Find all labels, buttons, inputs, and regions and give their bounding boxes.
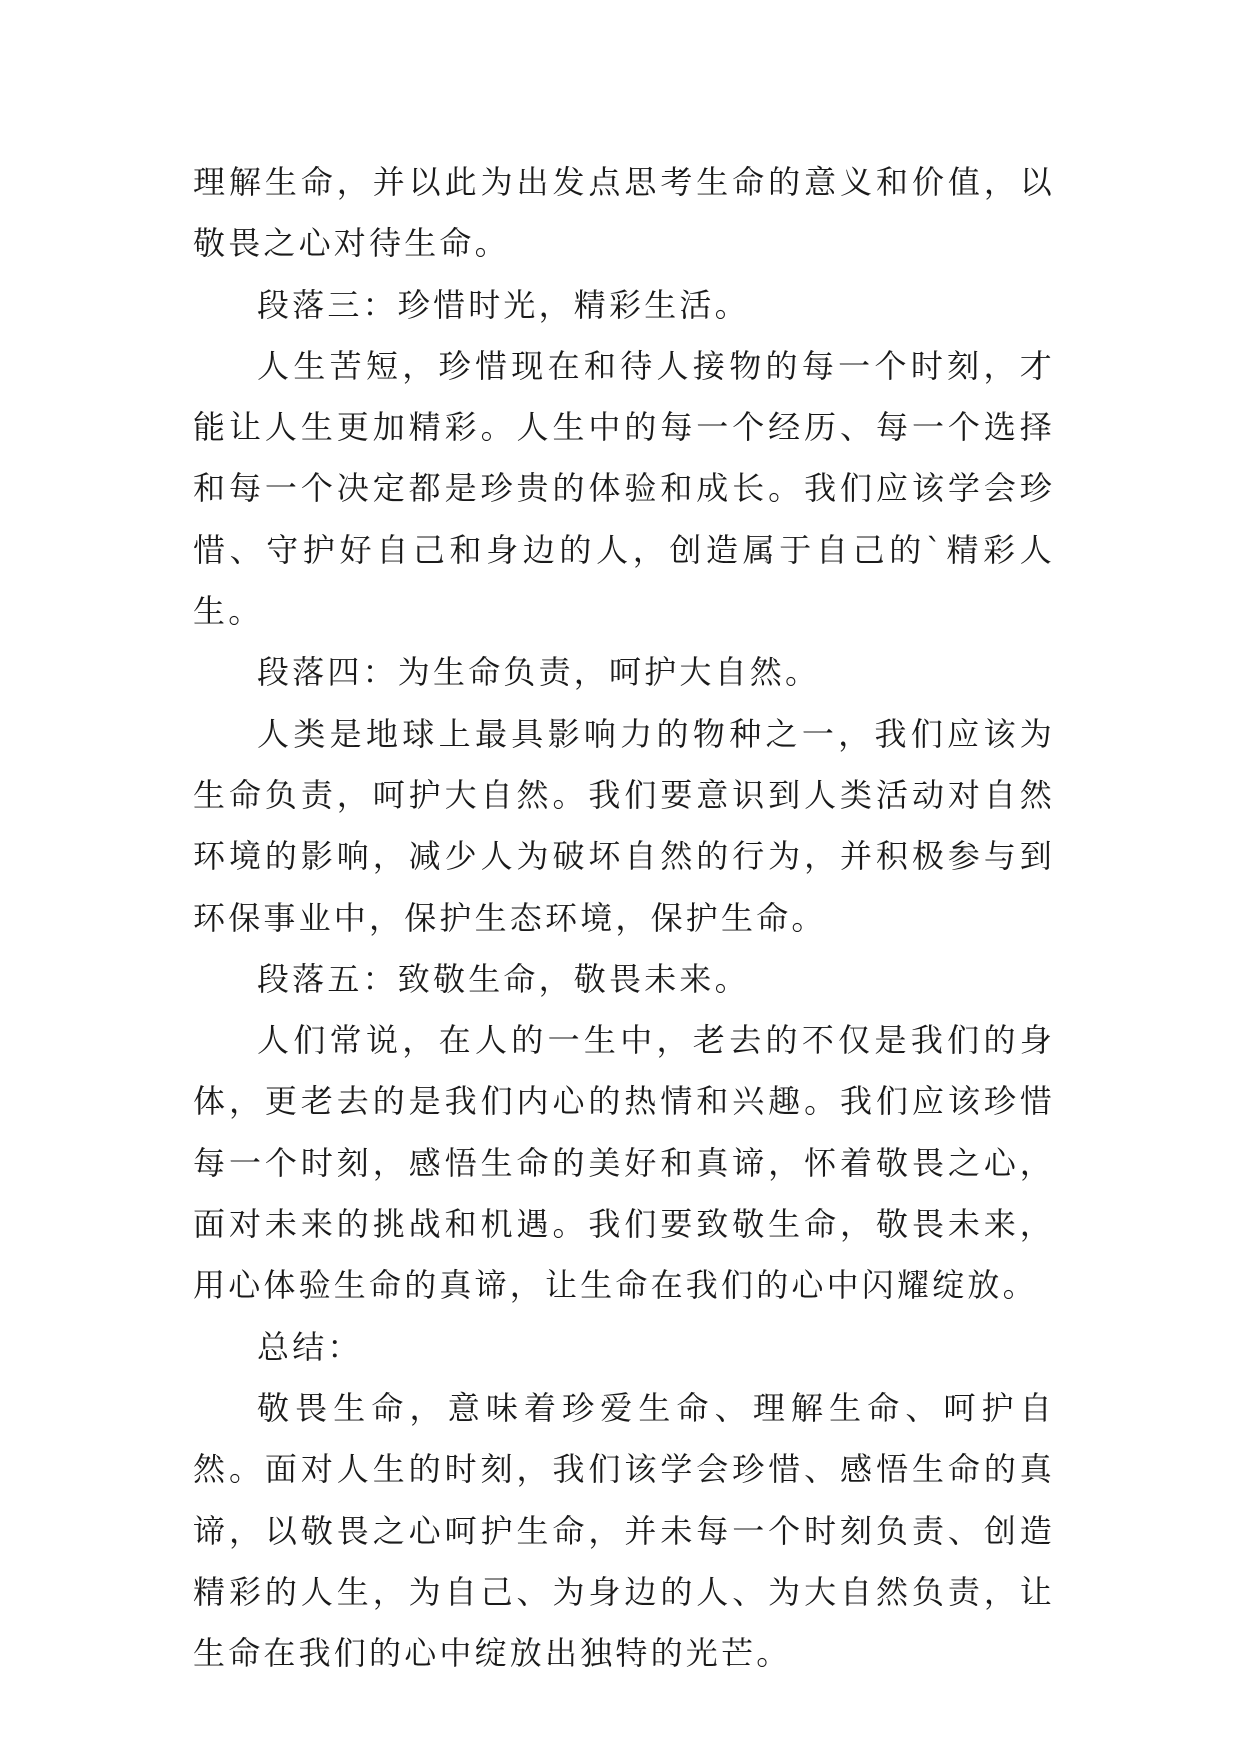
body-paragraph-five: 人们常说，在人的一生中，老去的不仅是我们的身体，更老去的是我们内心的热情和兴趣。我们应该珍惜每一个时刻，感悟生命的美好和真谛，怀着敬畏之心，面对未来的挑战和机遇。我们要致敬生命，敬畏未来，用心体验生命的真谛，让生命在我们的心中闪耀绽放。	[193, 1021, 1055, 1305]
body-paragraph-three: 人生苦短，珍惜现在和待人接物的每一个时刻，才能让人生更加精彩。人生中的每一个经历、每一个选择和每一个决定都是珍贵的体验和成长。我们应该学会珍惜、守护好自己和身边的人，创造属于自己的`精彩人生。	[193, 346, 1055, 631]
body-paragraph-four: 人类是地球上最具影响力的物种之一，我们应该为生命负责，呵护大自然。我们要意识到人类活动对自然环境的影响，减少人为破坏自然的行为，并积极参与到环保事业中，保护生态环境，保护生命。	[193, 714, 1055, 937]
body-summary: 敬畏生命，意味着珍爱生命、理解生命、呵护自然。面对人生的时刻，我们该学会珍惜、感悟生命的真谛，以敬畏之心呵护生命，并未每一个时刻负责、创造精彩的人生，为自己、为身边的人、为大自然负责，让生命在我们的心中绽放出独特的光芒。	[193, 1388, 1055, 1673]
paragraph-continuation: 理解生命，并以此为出发点思考生命的意义和价值，以敬畏之心对待生命。	[193, 163, 1055, 263]
heading-paragraph-four: 段落四：为生命负责，呵护大自然。	[257, 653, 821, 692]
document-page	[193, 152, 1055, 1684]
heading-paragraph-three: 段落三：珍惜时光，精彩生活。	[257, 285, 750, 324]
heading-paragraph-five: 段落五：致敬生命，敬畏未来。	[257, 959, 750, 998]
heading-summary: 总结：	[257, 1327, 363, 1366]
